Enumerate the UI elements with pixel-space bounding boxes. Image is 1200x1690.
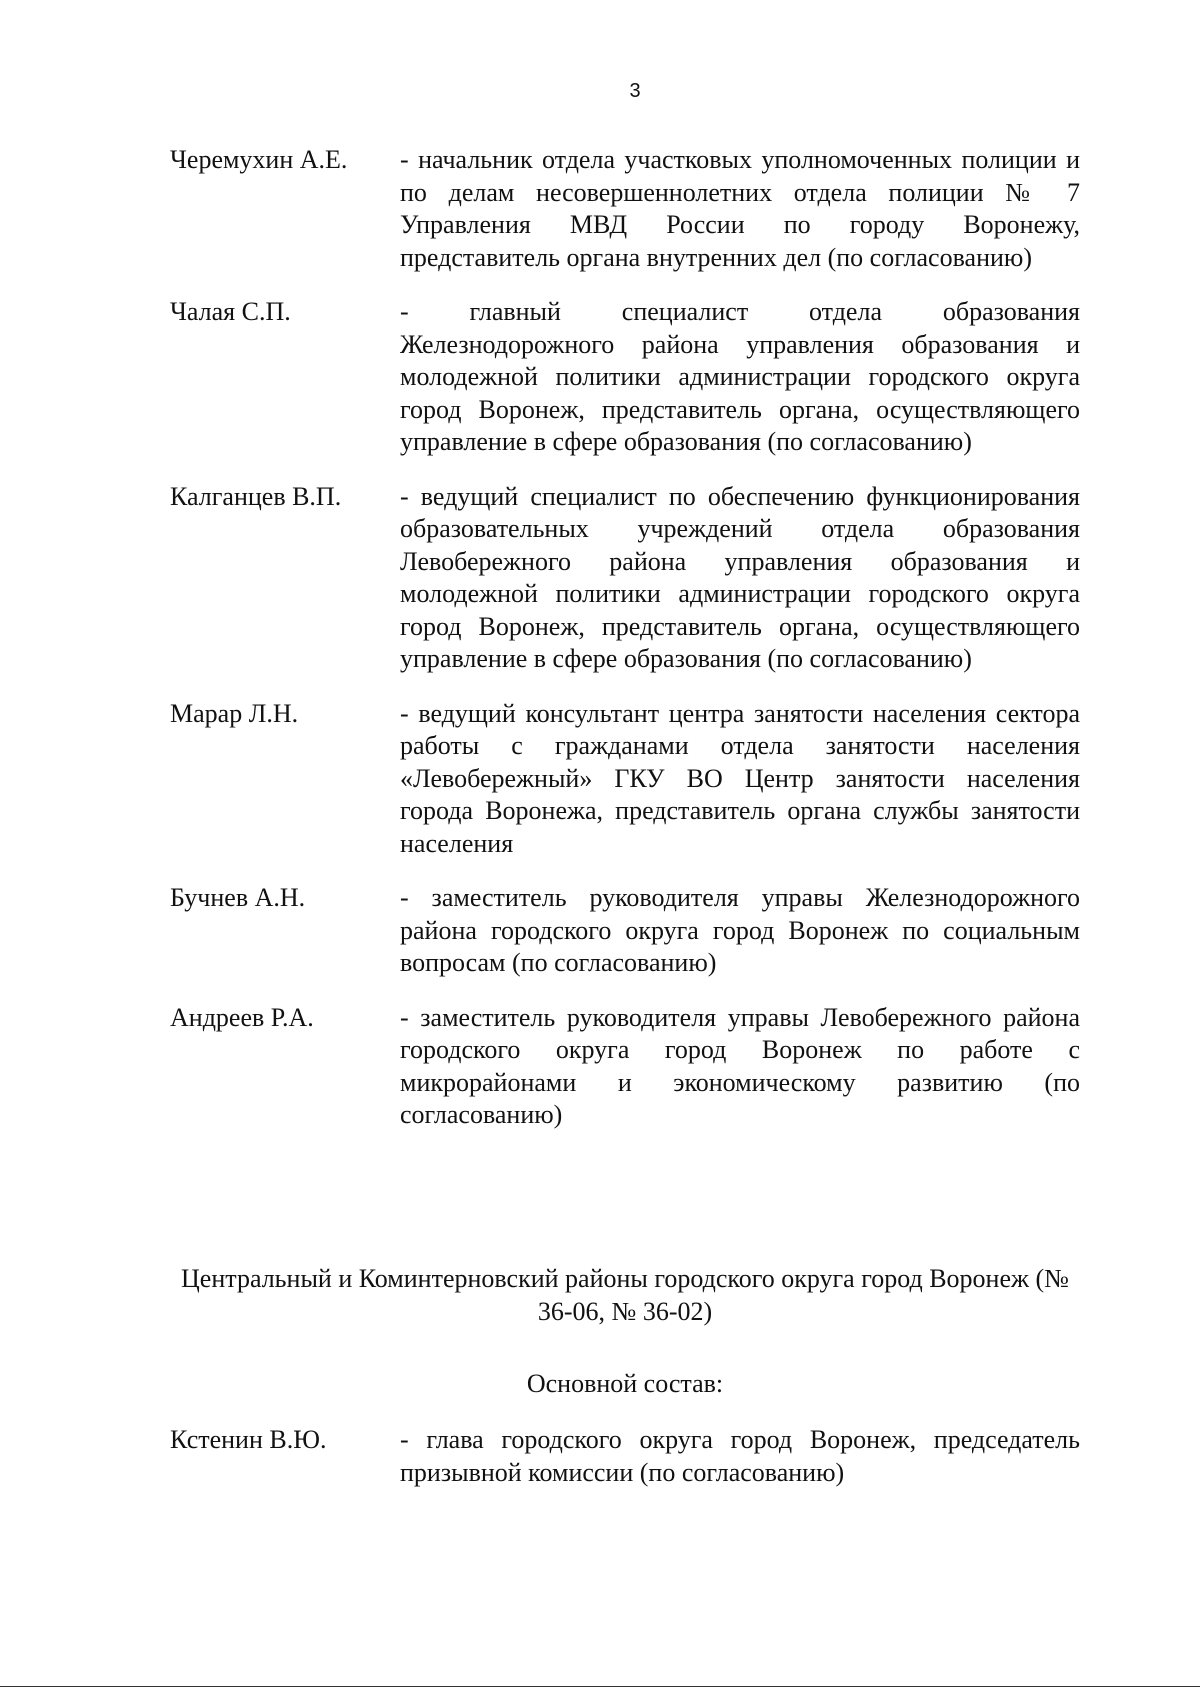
member-entry	[170, 698, 1080, 861]
member-entry	[170, 1002, 1080, 1132]
member-description: - заместитель руководителя управы Железнодорожного района городского округа город Воронеж по социальным вопросам (по согласованию)	[400, 883, 1080, 977]
member-description: - заместитель руководителя управы Левобережного района городского округа город Воронеж по работе с микрорайонами и экономическому развитию (по согласованию)	[400, 1002, 1080, 1129]
member-entry	[170, 296, 1080, 459]
member-name: Чалая С.П.	[170, 297, 291, 326]
page-number: 3	[629, 80, 641, 102]
member-name: Андреев Р.А.	[170, 1002, 314, 1032]
member-entry	[170, 144, 1080, 274]
member-list	[170, 144, 1080, 1154]
section-member-list	[170, 1424, 1080, 1511]
member-name: Калганцев В.П.	[170, 481, 342, 511]
member-description: - начальник отдела участковых уполномоченных полиции и по делам несовершеннолетних отдела полиции № 7 Управления МВД России по городу Воронежу, представитель органа внутренних дел (по согласованию)	[400, 145, 1080, 272]
member-name: Черемухин А.Е.	[170, 145, 348, 174]
member-entry	[170, 1424, 1080, 1489]
member-name: Кстенин В.Ю.	[170, 1425, 327, 1454]
member-entry	[170, 882, 1080, 980]
subsection-title: Основной состав:	[526, 1369, 724, 1398]
page-bottom-rule	[0, 1686, 1200, 1687]
section-title: Центральный и Коминтерновский районы городского округа город Воронеж (№ 36-06, № 36-02)	[181, 1264, 1069, 1326]
member-name: Бучнев А.Н.	[170, 883, 306, 912]
member-description: - ведущий консультант центра занятости населения сектора работы с гражданами отдела занятости населения «Левобережный» ГКУ ВО Центр занятости населения города Воронежа, представитель органа службы занятости населения	[400, 698, 1080, 858]
member-name: Марар Л.Н.	[170, 698, 299, 728]
member-description: - главный специалист отдела образования Железнодорожного района управления образования и молодежной политики администрации городского округа город Воронеж, представитель органа, осуществляющего управление в сфере образования (по согласованию)	[400, 297, 1080, 456]
member-entry	[170, 481, 1080, 676]
member-description: - глава городского округа город Воронеж, председатель призывной комиссии (по согласованию)	[400, 1425, 1080, 1487]
member-description: - ведущий специалист по обеспечению функционирования образовательных учреждений отдела образования Левобережного района управления образования и молодежной политики администрации городского округа город Воронеж, представитель органа, осуществляющего управление в сфере образования (по согласованию)	[400, 481, 1080, 673]
